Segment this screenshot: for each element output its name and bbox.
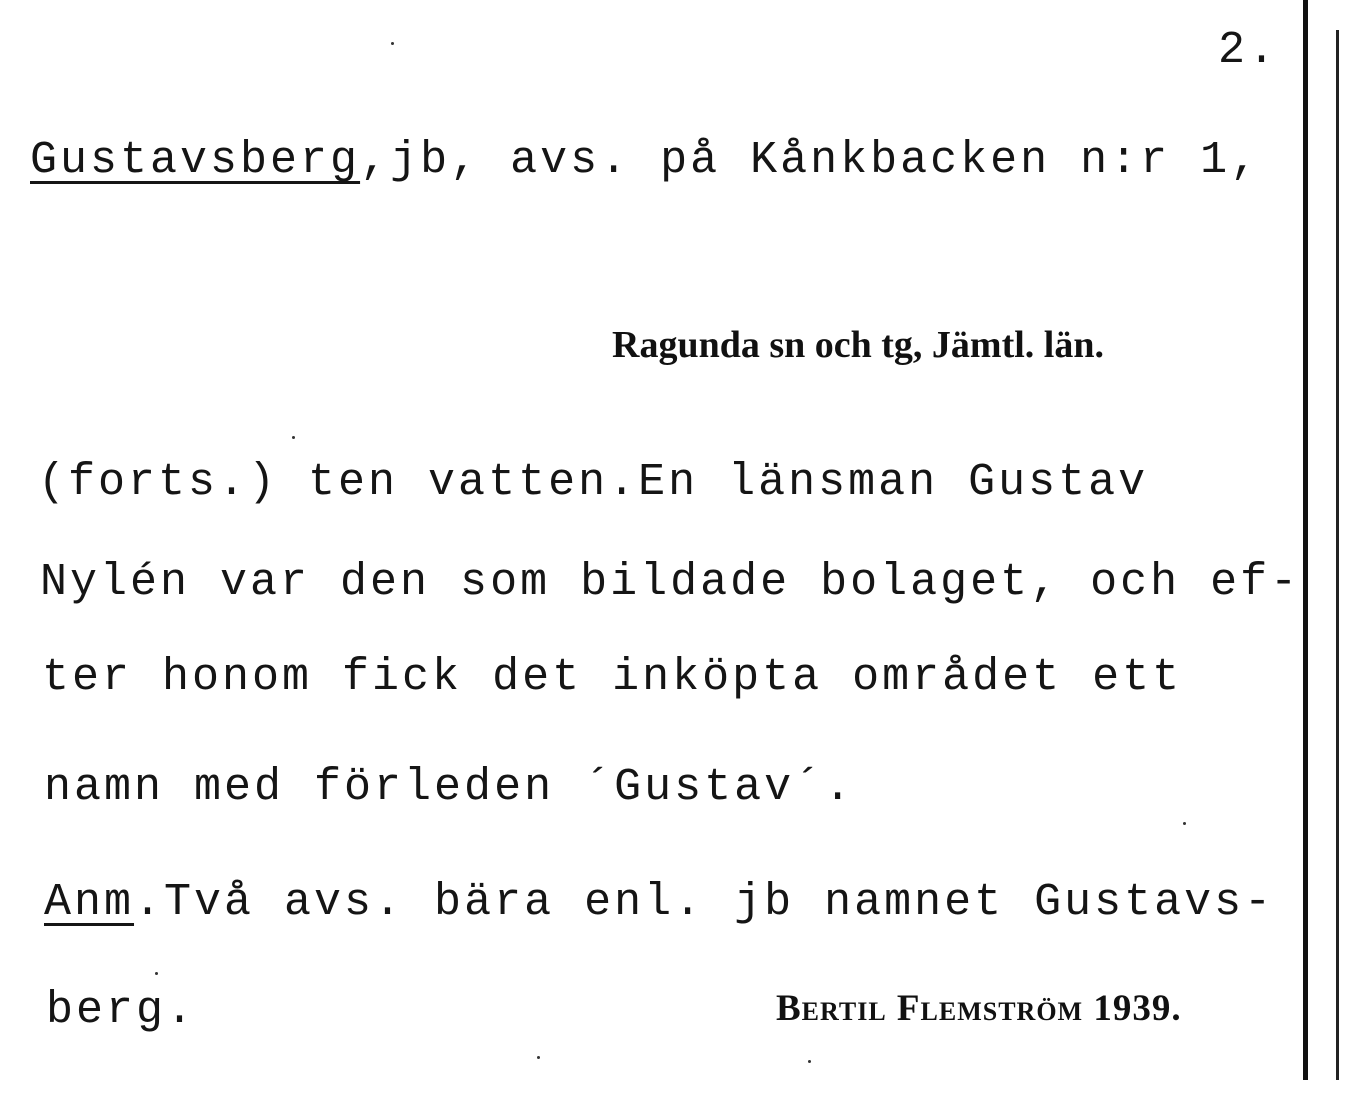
card-edge-line-outer — [1336, 30, 1339, 1080]
body-line-3: ter honom fick det inköpta området ett — [42, 652, 1183, 703]
note-line-2: berg. — [46, 985, 197, 1036]
place-name: Gustavsberg — [30, 135, 361, 186]
paper-speck — [155, 972, 158, 975]
heading-rest: ,jb, avs. på Kånkbacken n:r 1, — [360, 135, 1261, 186]
body-line-1: (forts.) ten vatten.En länsman Gustav — [38, 457, 1149, 508]
body-line-4: namn med förleden ´Gustav´. — [44, 762, 855, 813]
paper-speck — [292, 436, 295, 439]
card-edge-line — [1303, 0, 1308, 1080]
page-number: 2. — [1218, 25, 1279, 76]
note-line-1 — [44, 877, 1275, 928]
paper-speck — [808, 1060, 811, 1063]
location-stamp: Ragunda sn och tg, Jämtl. län. — [612, 324, 1104, 366]
note-label: Anm — [44, 877, 135, 928]
paper-speck — [1183, 822, 1186, 825]
paper-speck — [537, 1056, 540, 1059]
signature: Bertil Flemström 1939. — [776, 988, 1182, 1029]
card-heading — [30, 135, 1261, 186]
body-line-2: Nylén var den som bildade bolaget, och ef- — [40, 557, 1301, 608]
paper-speck — [391, 42, 394, 45]
note-text: .Två avs. bära enl. jb namnet Gustavs- — [134, 877, 1275, 928]
